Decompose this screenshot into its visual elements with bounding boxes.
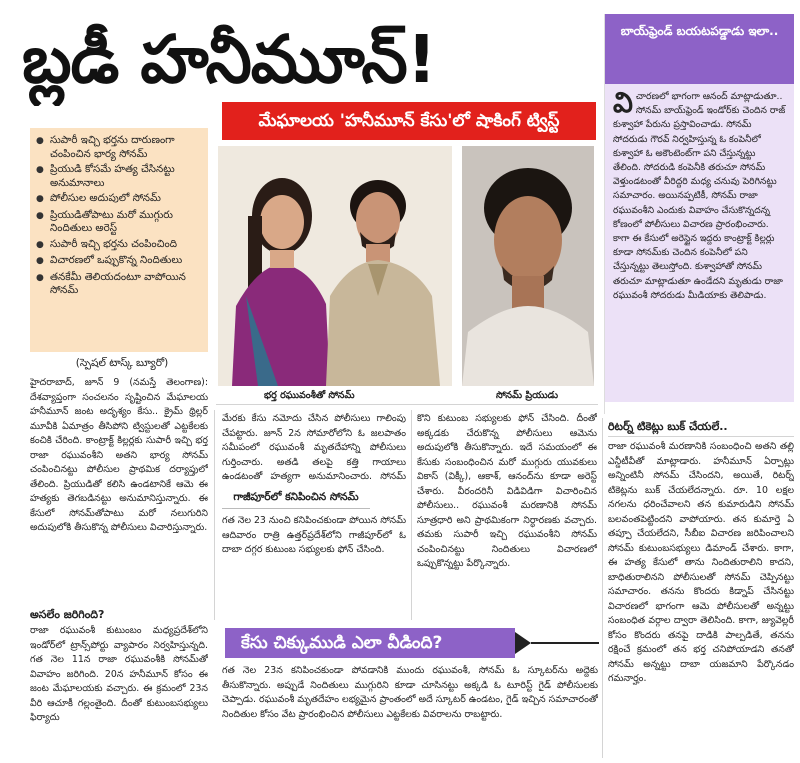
- sidebar-boyfriend: [604, 14, 794, 414]
- accused-photo: [462, 146, 594, 386]
- bullet-icon: ●: [36, 272, 44, 283]
- bullet-icon: ●: [36, 210, 44, 221]
- sidebar-text: చారణలో భాగంగా ఆనంద్ మాట్లాడుతూ.. సోనమ్ బాయ్‌ఫ్రెండ్ ఇండోర్‌కు చెందిన రాజ్ కుశ్వాహా పేరును ప్రస్తావించాడు. సోనమ్ సోదరుడు గౌరవ్ నిర్వహిస్తున్న ఓ కంపెనీలో కుశ్వాహా ఓ అకౌంటెంట్‌గా పని చేస్తున్నట్టు తేలింది. సోదరుడి కంపెనీకి తరుచూ సోనమ్ వెళ్తుండటంతో వీరిద్దరి మధ్య చనువు పెరిగినట్టు సమాచారం. అయినప్పటికీ, సోనమ్ రాజా రఘువంశీని ఎందుకు వివాహం చేసుకొన్నదన్న కోణంలో పోలీసులు విచారణ ప్రారంభించారు. కాగా ఈ కేసులో అరెస్టైన ఇద్దరు కాంట్రాక్ట్ కిల్లర్లు కూడా సోనమ్‌కు చెందిన కంపెనీలో పని చేస్తున్నట్టు తెలుస్తోంది. కుశ్వాహాతో సోనమ్ తరుచూ మాట్లాడుతూ ఉండేదని మృతుడు రాజా రఘువంశీ సోదరుడు మీడియాకు తెలిపాడు.: [613, 91, 786, 301]
- highlight-item: [36, 192, 202, 207]
- highlight-text: ప్రియుడితోపాటు మరో ముగ్గురు నిందితులు అరెస్ట్: [50, 208, 173, 234]
- subhead-return-tickets: రిటర్న్ టికెట్లు బుక్ చేయలే..: [608, 420, 728, 433]
- highlight-text: పోలీసుల అదుపులో సోనమ్: [50, 192, 161, 204]
- highlight-item: [36, 254, 202, 269]
- headline: బ్లడీ హనీమూన్!: [22, 21, 436, 98]
- banner-arrow-line: [531, 642, 599, 644]
- article-column-4: రాజా రఘువంశీ మరణానికి సంబంధించి అతని తల్లి ఎన్డీటీవీతో మాట్లాడారు. హనీమూన్ ఏర్పాట్లు అన్నింటినీ సోనమ్ చేసిందని, అయితే, రిటర్న్ టికెట్లను బుక్ చేయలేదన్నారు. రూ. 10 లక్షల నగలను ధరించేవాలని తన కుమారుడిని సోనమ్ బలవంతపెట్టిందని వాపోయారు. తన కుమార్తె ఏ తప్పూ చేయలేదని, సీబీఐ విచారణ జరిపించాలని సోనమ్ కుటుంబసభ్యులు డిమాండ్ చేశారు. కాగా, ఈ హత్య కేసులో తాను నిందితురాలిని కాదని, బాధితురాలినని పోలీసులతో సోనమ్ చెప్పినట్టు సమాచారం. తనను కొందరు కిడ్నాప్ చేసినట్టు విచారణలో భాగంగా ఆమె పోలీసులతో అన్నట్టు సంబంధిత వర్గాల ద్వారా తెలిసింది. కాగా, జ్యువెల్లరీ కోసం కొందరు తనపై దాడికి పాల్పడితే, తనను రక్షించే క్రమంలో తన భర్త చనిపోయాడని తనతో సోనమ్ అన్నట్టు దాబా యజమాని పేర్కొనడం గమనార్హం.: [608, 441, 794, 684]
- highlight-text: విచారణలో ఒప్పుకొన్న నిందితులు: [50, 254, 183, 266]
- article-column-2b: గత నెల 23 నుంచి కనిపించకుండా పోయిన సోనమ్ ఆదివారం రాత్రి ఉత్తర్‌ప్రదేశ్‌లోని గాజీపూర్‌లో ఓ దాబా దగ్గర కుటుంబ సభ్యులకు ఫోన్ చేసింది.: [222, 515, 406, 555]
- highlight-text: సుపారీ ఇచ్చి భర్తను దారుణంగా చంపించిన భార్య సోనమ్: [50, 134, 175, 160]
- subhead-ghazipur: గాజీపూర్‌లో కనిపించిన సోనమ్: [222, 487, 370, 509]
- highlight-text: ప్రియుడి కోసమే హత్య చేసినట్టు అనుమానాలు: [50, 163, 175, 189]
- highlight-item: [36, 271, 202, 298]
- sidebar-dropcap: వి: [613, 86, 633, 119]
- accused-photo-caption: సోనమ్ ప్రియుడు: [496, 390, 558, 401]
- case-solved-banner: కేసు చిక్కుముడి ఎలా వీడింది?: [225, 628, 515, 658]
- red-banner: మేఘాలయ 'హనీమూన్ కేసు'లో షాకింగ్ ట్విస్ట్: [222, 102, 596, 140]
- highlight-item: [36, 163, 202, 190]
- highlight-item: [36, 238, 202, 253]
- bullet-icon: ●: [36, 194, 44, 204]
- highlight-item: [36, 209, 202, 236]
- couple-photo: [218, 146, 452, 386]
- sidebar-title: బాయ్‌ఫ్రెండ్ బయటపడ్డాడు ఇలా..: [605, 14, 794, 84]
- banner-arrow-icon: [515, 632, 531, 654]
- column-divider: [602, 418, 603, 758]
- highlight-text: సుపారీ ఇచ్చి భర్తను చంపించింది: [50, 237, 178, 250]
- bullet-icon: ●: [36, 239, 44, 250]
- article-column-1b: రాజా రఘువంశీ కుటుంబం మధ్యప్రదేశ్‌లోని ఇండోర్‌లో ట్రాన్స్‌పోర్టు వ్యాపారం నిర్వహిస్తున్నది. గత నెల 11న రాజా రఘువంశీకి సోనమ్‌తో వివాహం జరిగింది. 20న హనీమూన్ కోసం ఈ జంట మేఘాలయకు వచ్చారు. ఈ క్రమంలో 23న వీరి ఆచూకీ గల్లంతైంది. దీంతో కుటుంబసభ్యులు ఫిర్యాదు: [30, 625, 208, 723]
- subhead-underline: [608, 436, 794, 437]
- highlight-text: తనకేమీ తెలియదంటూ వాపోయిన సోనమ్: [50, 270, 186, 296]
- case-solved-body: గత నెల 23న కనిపించకుండా పోవడానికి ముందు రఘువంశీ, సోనమ్ ఓ స్కూటర్‌ను అద్దెకు తీసుకొన్నారు. అప్పుడే నిందితులు ముగ్గురిని కూడా చూసినట్టు అక్కడి ఓ టూరిస్ట్ గైడ్ పోలీసులకు చెప్పాడు. రఘువంశీ మృతదేహం లభ్యమైన ప్రాంతంలో అదే స్కూటర్ ఉండటం, గైడ్ ఇచ్చిన సమాచారంతో నిందితుల కోసం వేట ప్రారంభించిన పోలీసులు ఎట్టకేలకు వివరాలను రాబట్టారు.: [222, 665, 598, 720]
- bullet-icon: ●: [36, 165, 44, 175]
- caption-divider: [216, 404, 598, 405]
- highlights-box: [30, 128, 208, 352]
- highlight-item: [36, 134, 202, 161]
- subhead-what-happened: అసలేం జరిగింది?: [30, 608, 105, 621]
- article-column-3: కొని కుటుంబ సభ్యులకు ఫోన్ చేసింది. దీంతో అక్కడకు చేరుకొన్న పోలీసులు ఆమెను అదుపులోకి తీసుకొన్నారు. ఇదే సమయంలో ఈ కేసుకు సంబంధించిన మరో ముగ్గురు యువకులు వికాస్ (విక్కీ), ఆకాశ్, ఆనంద్‌ను కూడా అరెస్ట్ చేశారు. వీరందరినీ విడివిడిగా విచారించిన పోలీసులు.. రఘువంశీ మరణానికి సోనమ్ సూత్రధారి అని ప్రాథమికంగా నిర్ధారణకు వచ్చారు. తమకు సుపారీ ఇచ్చి రఘువంశీని సోనమ్ చంపించినట్టు నిందితులు విచారణలో ఒప్పుకొన్నట్టు పేర్కొన్నారు.: [417, 413, 597, 569]
- column-divider: [411, 410, 412, 620]
- article-column-1: హైదరాబాద్, జూన్ 9 (నమస్తే తెలంగాణ): దేశవ్యాప్తంగా సంచలనం సృష్టించిన మేఘాలయ హనీమూన్ జంట అదృశ్యం కేసు.. క్రైమ్ థ్రిల్లర్ మూవీకి ఏమాత్రం తీసిపోని ట్విస్టులతో ఎట్టకేలకు కంచికి చేరింది. కాంట్రాక్ట్ కిల్లర్లకు సుపారీ ఇచ్చి భర్త రాజా రఘువంశీని అతని భార్య సోనమ్ చంపించినట్టు పోలీసుల ప్రాథమిక దర్యాప్తులో తేలింది. ప్రియుడితో కలిసి ఉండటానికే ఆమె ఈ హత్యకు తెగబడినట్టు అనుమానిస్తున్నారు. ఈ కేసులో సోనమ్‌తోపాటు మరో నలుగురిని అదుపులోకి తీసుకొన్న పోలీసులు విచారిస్తున్నారు.: [30, 377, 208, 533]
- column-divider: [214, 410, 215, 620]
- dateline-tag: (స్పెషల్ టాస్క్ బ్యూరో): [75, 357, 169, 369]
- sidebar-body: [605, 84, 794, 402]
- bullet-icon: ●: [36, 136, 44, 146]
- couple-photo-caption: భర్త రఘువంశీతో సోనమ్: [264, 390, 355, 401]
- article-column-2: మేరకు కేసు నమోదు చేసిన పోలీసులు గాలింపు చేపట్టారు. జూన్ 2న సోమారోలోని ఓ జలపాతం సమీపంలో రఘువంశీ మృతదేహాన్ని పోలీసులు గుర్తించారు. అతడి తలపై కత్తి గాయాలు ఉండటంతో హత్యగా అనుమానించారు. సోనమ్: [222, 413, 406, 482]
- bullet-icon: ●: [36, 256, 44, 266]
